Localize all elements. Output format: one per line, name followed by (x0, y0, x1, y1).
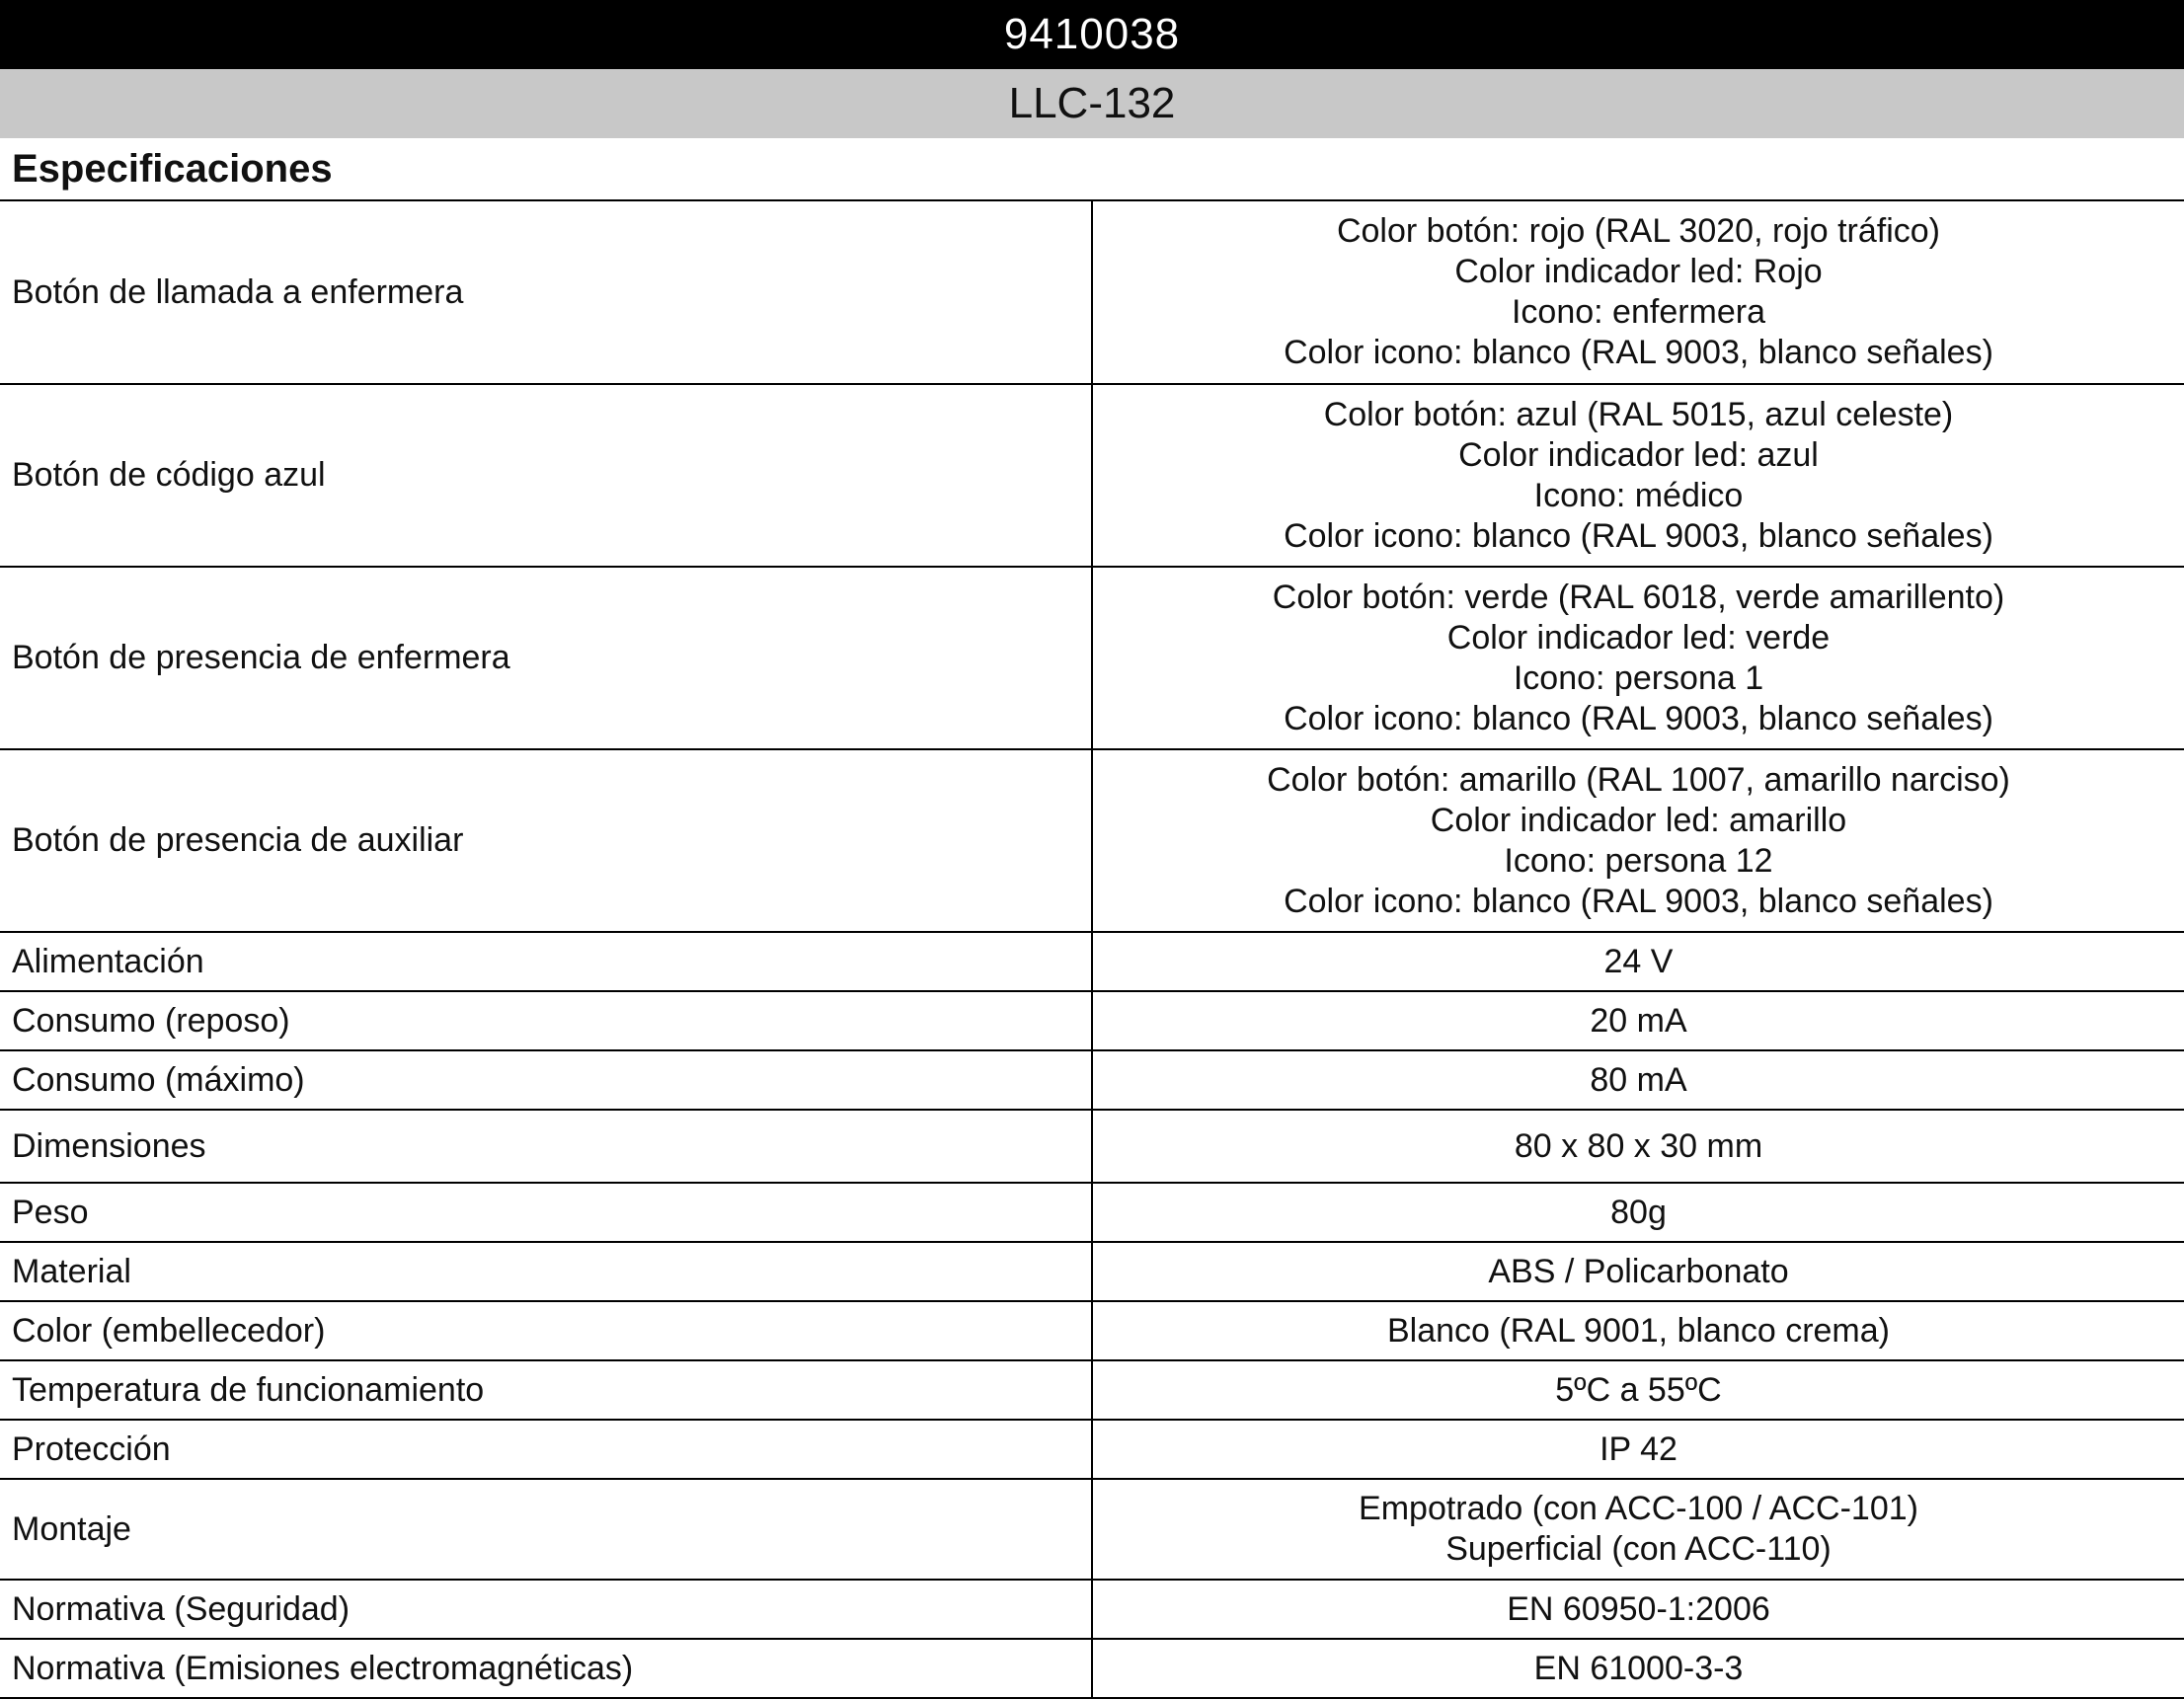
spec-value-line: Color icono: blanco (RAL 9003, blanco señales) (1284, 699, 1993, 737)
spec-label: Protección (0, 1420, 1092, 1479)
spec-value-line: EN 60950-1:2006 (1507, 1589, 1770, 1628)
model-header (0, 69, 2184, 138)
spec-value-line: Color icono: blanco (RAL 9003, blanco señales) (1284, 334, 1993, 371)
spec-value (1092, 1580, 2184, 1639)
spec-value (1092, 384, 2184, 567)
spec-value-line: 24 V (1603, 942, 1674, 980)
section-title: Especificaciones (0, 138, 2184, 201)
spec-label: Dimensiones (0, 1110, 1092, 1183)
spec-value-line: Color icono: blanco (RAL 9003, blanco señales) (1284, 516, 1993, 555)
table-row (0, 932, 2184, 991)
table-row (0, 567, 2184, 749)
spec-label: Peso (0, 1183, 1092, 1242)
spec-value-line: Blanco (RAL 9001, blanco crema) (1386, 1311, 1890, 1350)
spec-label: Alimentación (0, 932, 1092, 991)
spec-label: Normativa (Emisiones electromagnéticas) (0, 1639, 1092, 1698)
table-row (0, 1050, 2184, 1110)
spec-value-line: EN 61000-3-3 (1533, 1649, 1744, 1687)
spec-value (1092, 1050, 2184, 1110)
spec-value-line: Icono: médico (1533, 476, 1744, 514)
spec-value-line: 80 mA (1590, 1060, 1687, 1099)
spec-value (1092, 1183, 2184, 1242)
spec-label: Color (embellecedor) (0, 1301, 1092, 1360)
table-row (0, 1360, 2184, 1420)
spec-value (1092, 201, 2184, 384)
table-row (0, 1639, 2184, 1698)
spec-label: Consumo (reposo) (0, 991, 1092, 1050)
spec-value-line: Color botón: verde (RAL 6018, verde amarillento) (1272, 578, 2005, 616)
table-row (0, 1301, 2184, 1360)
table-row (0, 1479, 2184, 1580)
table-row (0, 1580, 2184, 1639)
table-row (0, 1183, 2184, 1242)
spec-label: Montaje (0, 1479, 1092, 1580)
spec-value-line: Color botón: rojo (RAL 3020, rojo tráfico) (1336, 212, 1941, 250)
table-row (0, 991, 2184, 1050)
spec-label: Botón de código azul (0, 384, 1092, 567)
spec-value-line: Color indicador led: verde (1446, 618, 1831, 657)
spec-value-line: Color indicador led: Rojo (1454, 253, 1823, 290)
model-name: LLC-132 (1008, 79, 1176, 127)
spec-label: Normativa (Seguridad) (0, 1580, 1092, 1639)
spec-value-line: Icono: persona 12 (1504, 841, 1773, 880)
product-code: 9410038 (1003, 10, 1181, 58)
product-code-header (0, 0, 2184, 69)
spec-value-line: Superficial (con ACC-110) (1445, 1530, 1832, 1568)
spec-label: Botón de presencia de enfermera (0, 567, 1092, 749)
spec-value (1092, 932, 2184, 991)
spec-label: Material (0, 1242, 1092, 1301)
table-row (0, 1242, 2184, 1301)
spec-value-line: Icono: enfermera (1511, 293, 1766, 331)
spec-value-line: IP 42 (1599, 1430, 1677, 1468)
spec-label: Temperatura de funcionamiento (0, 1360, 1092, 1420)
spec-value-line: ABS / Policarbonato (1488, 1252, 1789, 1290)
spec-value-line: Color botón: amarillo (RAL 1007, amarillo narciso) (1267, 760, 2010, 799)
spec-value-line: 20 mA (1590, 1001, 1687, 1040)
spec-label: Botón de presencia de auxiliar (0, 749, 1092, 932)
spec-value-line: Empotrado (con ACC-100 / ACC-101) (1359, 1490, 1918, 1527)
spec-value-line: Color icono: blanco (RAL 9003, blanco señales) (1284, 882, 1993, 920)
spec-value-line: 80g (1610, 1193, 1667, 1231)
spec-value (1092, 1360, 2184, 1420)
spec-value (1092, 1110, 2184, 1183)
spec-value (1092, 749, 2184, 932)
table-row (0, 749, 2184, 932)
spec-value-line: 5ºC a 55ºC (1555, 1370, 1722, 1409)
spec-value (1092, 1420, 2184, 1479)
table-row (0, 384, 2184, 567)
spec-value-line: Color indicador led: azul (1458, 435, 1819, 474)
spec-value (1092, 1479, 2184, 1580)
table-row (0, 1110, 2184, 1183)
spec-value-line: 80 x 80 x 30 mm (1514, 1126, 1763, 1165)
spec-value (1092, 991, 2184, 1050)
spec-value (1092, 1639, 2184, 1698)
spec-label: Botón de llamada a enfermera (0, 201, 1092, 384)
table-row (0, 201, 2184, 384)
spec-value (1092, 567, 2184, 749)
table-row (0, 1420, 2184, 1479)
spec-value (1092, 1301, 2184, 1360)
spec-value-line: Color botón: azul (RAL 5015, azul celeste) (1323, 395, 1954, 433)
spec-value (1092, 1242, 2184, 1301)
spec-label: Consumo (máximo) (0, 1050, 1092, 1110)
spec-value-line: Icono: persona 1 (1513, 658, 1764, 697)
spec-value-line: Color indicador led: amarillo (1430, 801, 1847, 839)
specifications-table (0, 201, 2184, 1699)
